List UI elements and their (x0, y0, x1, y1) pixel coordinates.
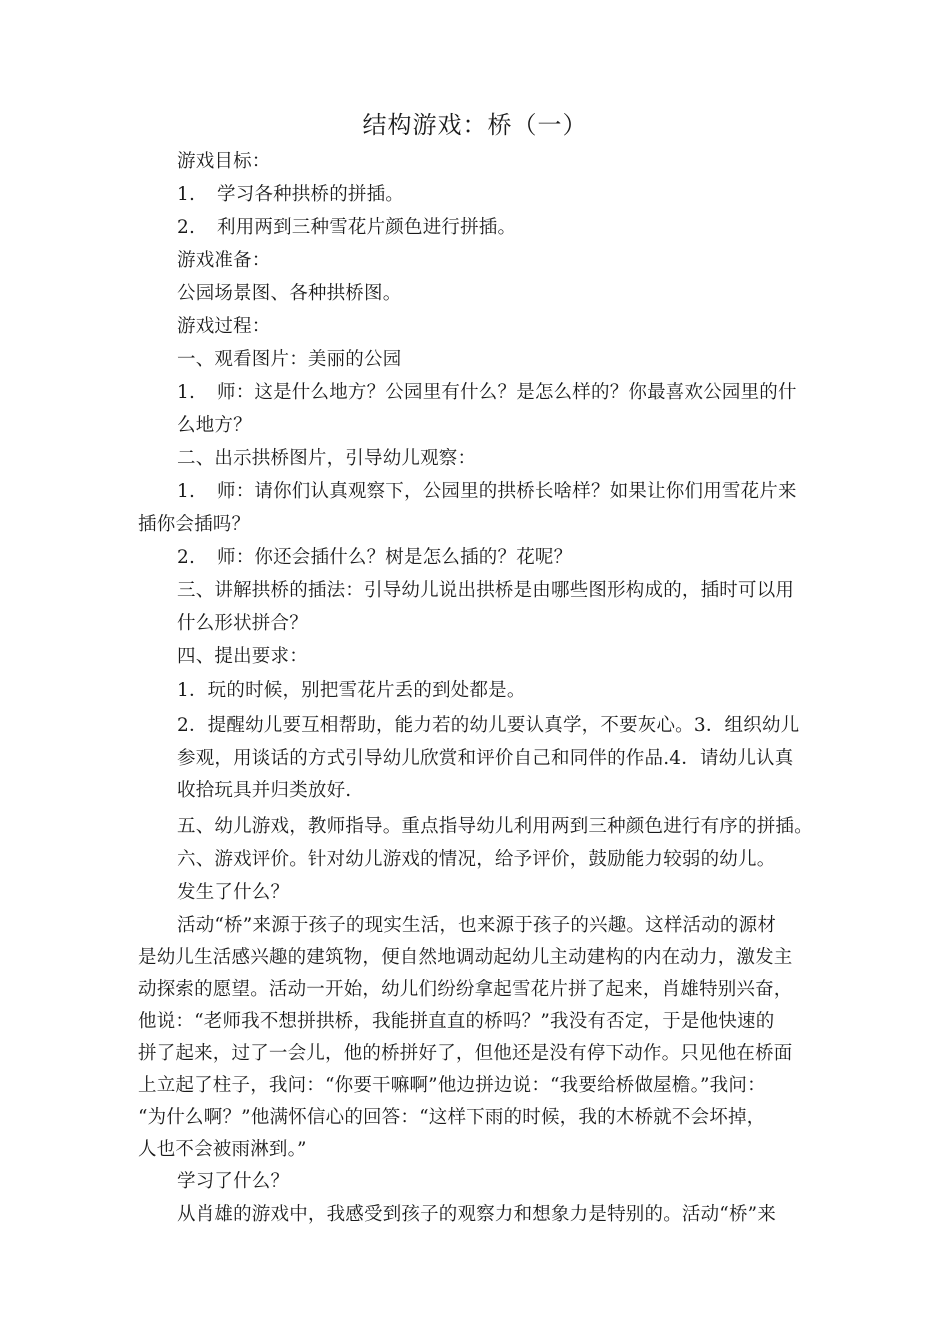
paragraph-line: 上立起了柱子，我问：“你要干嘛啊”他边拼边说：“我要给桥做屋檐。”我问： (138, 1075, 766, 1096)
list-number: 1. (177, 184, 196, 205)
paragraph-line: 人也不会被雨淋到。” (138, 1139, 307, 1160)
paragraph-line: 收拾玩具并归类放好. (177, 780, 352, 801)
list-number: 1. (177, 382, 196, 403)
list-text: 师：你还会插什么？树是怎么插的？花呢？ (217, 547, 573, 568)
list-text: 学习各种拱桥的拼插。 (217, 184, 405, 205)
section-heading-what-happened: 发生了什么？ (177, 882, 290, 903)
paragraph-line: 从肖雄的游戏中，我感受到孩子的观察力和想象力是特别的。活动“桥”来 (177, 1204, 777, 1225)
paragraph-line: 动探索的愿望。活动一开始，幼儿们纷纷拿起雪花片拼了起来，肖雄特别兴奋， (138, 979, 793, 1000)
paragraph-line: 活动“桥”来源于孩子的现实生活，也来源于孩子的兴趣。这样活动的源材 (177, 915, 777, 936)
list-number: 2. (177, 547, 196, 568)
paragraph-line: 插你会插吗？ (138, 514, 251, 535)
section-heading-process: 游戏过程： (177, 316, 271, 337)
list-text: 利用两到三种雪花片颜色进行拼插。 (217, 217, 517, 238)
list-item (177, 216, 516, 240)
step-heading: 一、观看图片：美丽的公园 (177, 349, 402, 370)
paragraph-line: 拼了起来，过了一会儿，他的桥拼好了，但他还是没有停下动作。只见他在桥面 (138, 1043, 793, 1064)
step-heading: 六、游戏评价。针对幼儿游戏的情况，给予评价，鼓励能力较弱的幼儿。 (177, 849, 776, 870)
document-title: 结构游戏：桥（一） (362, 111, 588, 139)
list-text: 师：这是什么地方？公园里有什么？是怎么样的？你最喜欢公园里的什 (217, 382, 797, 403)
paragraph-line: 什么形状拼合？ (177, 613, 308, 634)
list-item (177, 381, 797, 405)
list-number: 2. (177, 217, 196, 238)
list-item (177, 183, 404, 207)
paragraph-line: 2．提醒幼儿要互相帮助，能力若的幼儿要认真学，不要灰心。3．组织幼儿 (177, 715, 800, 736)
list-number: 1. (177, 481, 196, 502)
list-item (177, 480, 797, 504)
list-text: 师：请你们认真观察下，公园里的拱桥长啥样？如果让你们用雪花片来 (217, 481, 797, 502)
step-heading: 五、幼儿游戏，教师指导。重点指导幼儿利用两到三种颜色进行有序的拼插。 (177, 816, 813, 837)
step-heading: 三、讲解拱桥的插法：引导幼儿说出拱桥是由哪些图形构成的，插时可以用 (177, 580, 795, 601)
paragraph-line: 他说：“老师我不想拼拱桥，我能拼直直的桥吗？”我没有否定，于是他快速的 (138, 1011, 775, 1032)
step-heading: 二、出示拱桥图片，引导幼儿观察： (177, 448, 477, 469)
section-heading-preparation: 游戏准备： (177, 250, 271, 271)
paragraph-line: 参观，用谈话的方式引导幼儿欣赏和评价自己和同伴的作品.4．请幼儿认真 (177, 748, 794, 769)
step-heading: 四、提出要求： (177, 646, 308, 667)
section-heading-what-learned: 学习了什么？ (177, 1171, 290, 1192)
list-item (177, 546, 572, 570)
paragraph-line: 么地方？ (177, 415, 252, 436)
section-heading-goals: 游戏目标： (177, 151, 271, 172)
paragraph-line: “为什么啊？”他满怀信心的回答：“这样下雨的时候，我的木桥就不会坏掉， (138, 1107, 766, 1128)
paragraph-line: 1．玩的时候，别把雪花片丢的到处都是。 (177, 680, 526, 701)
paragraph-line: 公园场景图、各种拱桥图。 (177, 283, 402, 304)
paragraph-line: 是幼儿生活感兴趣的建筑物，便自然地调动起幼儿主动建构的内在动力，激发主 (138, 947, 793, 968)
